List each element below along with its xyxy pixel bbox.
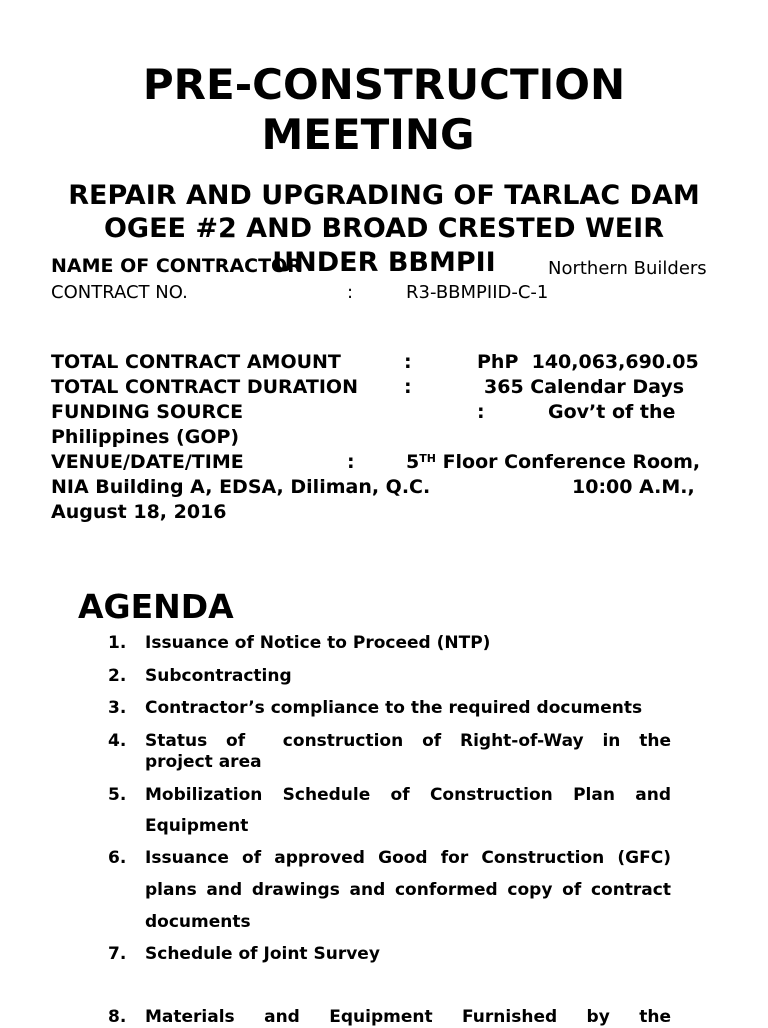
agenda-item-text-cont: plans and drawings and conformed copy of contract bbox=[145, 880, 671, 900]
agenda-item-number: 4. bbox=[108, 731, 127, 751]
venue-floor-suffix: TH bbox=[419, 452, 436, 465]
agenda-item-number: 8. bbox=[108, 1007, 127, 1027]
agenda-item-text: Mobilization Schedule of Construction Plan and bbox=[145, 785, 671, 805]
agenda-item-number: 2. bbox=[108, 666, 127, 686]
agenda-item-text: Issuance of Notice to Proceed (NTP) bbox=[145, 633, 491, 653]
amount-value: PhP 140,063,690.05 bbox=[477, 351, 699, 373]
contract-no-colon: : bbox=[347, 282, 354, 303]
page-title-line-2: MEETING bbox=[261, 110, 475, 159]
venue-colon: : bbox=[347, 451, 355, 473]
agenda-item-text-cont: documents bbox=[145, 912, 251, 932]
project-title-line-2: OGEE #2 AND BROAD CRESTED WEIR bbox=[103, 213, 665, 244]
venue-floor-number: 5 bbox=[406, 451, 420, 473]
agenda-item-text-cont: Equipment bbox=[145, 816, 249, 836]
agenda-item-number: 3. bbox=[108, 698, 127, 718]
duration-label: TOTAL CONTRACT DURATION bbox=[51, 376, 358, 398]
venue-address: NIA Building A, EDSA, Diliman, Q.C. bbox=[51, 476, 431, 498]
agenda-item-text: Status of construction of Right-of-Way in the bbox=[145, 731, 671, 751]
contract-no-label: CONTRACT NO. bbox=[51, 282, 188, 303]
project-title-line-1: REPAIR AND UPGRADING OF TARLAC DAM bbox=[68, 180, 700, 211]
funding-colon: : bbox=[477, 401, 485, 423]
amount-label: TOTAL CONTRACT AMOUNT bbox=[51, 351, 341, 373]
agenda-item-text: Subcontracting bbox=[145, 666, 292, 686]
duration-colon: : bbox=[404, 376, 412, 398]
venue-room: Floor Conference Room, bbox=[435, 451, 701, 473]
amount-colon: : bbox=[404, 351, 412, 373]
agenda-title: AGENDA bbox=[78, 587, 234, 626]
venue-label: VENUE/DATE/TIME bbox=[51, 451, 244, 473]
venue-value bbox=[406, 450, 700, 475]
contractor-label: NAME OF CONTRACTOR bbox=[51, 255, 302, 277]
page-title: PRE-CONSTRUCTION bbox=[142, 60, 626, 109]
agenda-item-text-cont: project area bbox=[145, 752, 262, 772]
duration-value: 365 Calendar Days bbox=[484, 376, 685, 398]
project-title-line-3: UNDER BBMPII bbox=[272, 247, 496, 278]
venue-date: August 18, 2016 bbox=[51, 501, 227, 523]
agenda-item-text: Issuance of approved Good for Construction (GFC) bbox=[145, 848, 671, 868]
agenda-item-number: 5. bbox=[108, 785, 127, 805]
agenda-item-text: Schedule of Joint Survey bbox=[145, 944, 380, 964]
contractor-value: Northern Builders bbox=[548, 258, 707, 279]
funding-value-cont: Philippines (GOP) bbox=[51, 426, 240, 448]
agenda-item-number: 1. bbox=[108, 633, 127, 653]
venue-time: 10:00 A.M., bbox=[572, 476, 695, 498]
agenda-item-text: Contractor’s compliance to the required documents bbox=[145, 698, 643, 718]
funding-value: Gov’t of the bbox=[548, 401, 676, 423]
agenda-item-number: 6. bbox=[108, 848, 127, 868]
contract-no-value: R3-BBMPIID-C-1 bbox=[406, 282, 549, 303]
agenda-item-number: 7. bbox=[108, 944, 127, 964]
agenda-item-text: Materials and Equipment Furnished by the bbox=[145, 1007, 671, 1027]
funding-label: FUNDING SOURCE bbox=[51, 401, 244, 423]
